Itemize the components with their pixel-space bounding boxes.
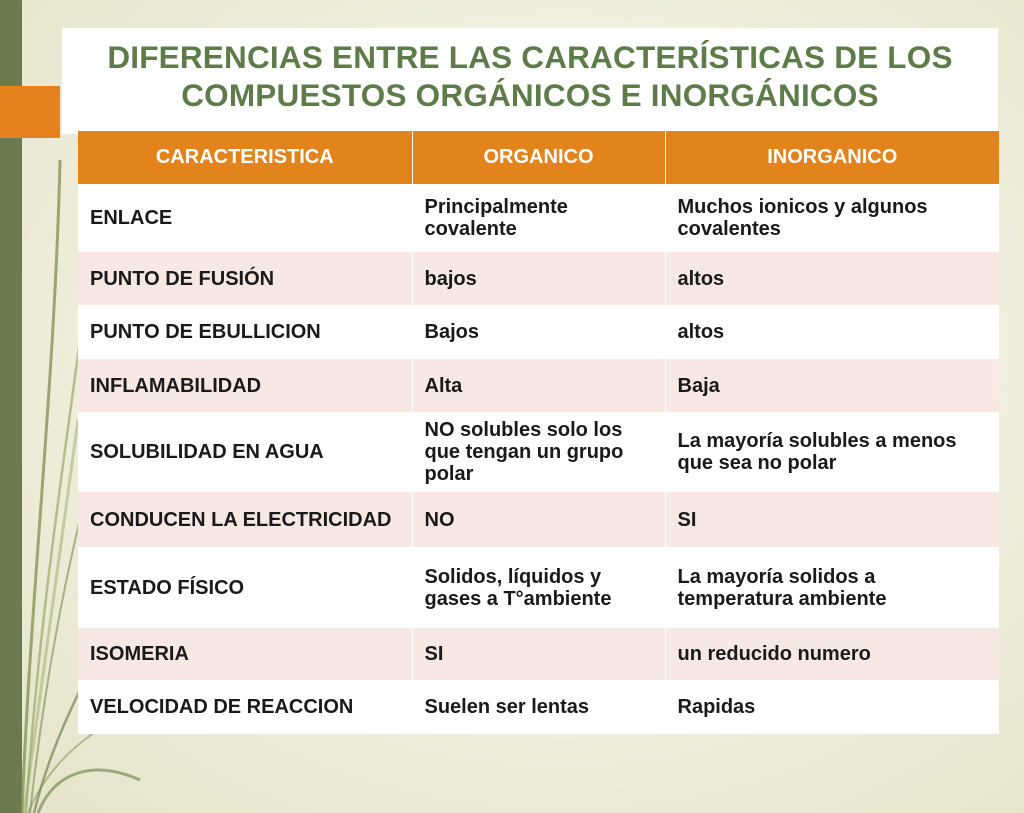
cell-property: INFLAMABILIDAD (78, 359, 412, 412)
cell-organico: Suelen ser lentas (412, 680, 665, 734)
title-line-2: COMPUESTOS ORGÁNICOS E INORGÁNICOS (181, 77, 879, 113)
cell-inorganico: La mayoría solidos a temperatura ambiente (665, 547, 999, 628)
table-row (78, 252, 999, 305)
comparison-table-container (78, 131, 999, 734)
cell-inorganico: un reducido numero (665, 628, 999, 680)
cell-organico: Solidos, líquidos y gases a T°ambiente (412, 547, 665, 628)
table-row (78, 359, 999, 412)
slide-title (62, 28, 998, 114)
cell-inorganico: altos (665, 305, 999, 359)
header-inorganico: INORGANICO (665, 131, 999, 184)
cell-organico: bajos (412, 252, 665, 305)
cell-property: SOLUBILIDAD EN AGUA (78, 412, 412, 492)
cell-property: CONDUCEN LA ELECTRICIDAD (78, 492, 412, 547)
title-line-1: DIFERENCIAS ENTRE LAS CARACTERÍSTICAS DE LOS (107, 39, 953, 75)
title-box (62, 28, 998, 134)
cell-inorganico: SI (665, 492, 999, 547)
cell-organico: Principalmente covalente (412, 184, 665, 252)
cell-property: PUNTO DE FUSIÓN (78, 252, 412, 305)
cell-property: VELOCIDAD DE REACCION (78, 680, 412, 734)
comparison-table (78, 131, 999, 734)
header-caracteristica: CARACTERISTICA (78, 131, 412, 184)
cell-organico: SI (412, 628, 665, 680)
cell-inorganico: La mayoría solubles a menos que sea no polar (665, 412, 999, 492)
table-row (78, 628, 999, 680)
table-header-row (78, 131, 999, 184)
table-row (78, 305, 999, 359)
table-row (78, 680, 999, 734)
cell-inorganico: altos (665, 252, 999, 305)
cell-property: ESTADO FÍSICO (78, 547, 412, 628)
table-row (78, 492, 999, 547)
cell-inorganico: Baja (665, 359, 999, 412)
cell-property: ISOMERIA (78, 628, 412, 680)
cell-inorganico: Muchos ionicos y algunos covalentes (665, 184, 999, 252)
header-organico: ORGANICO (412, 131, 665, 184)
table-row (78, 184, 999, 252)
cell-organico: NO (412, 492, 665, 547)
cell-organico: NO solubles solo los que tengan un grupo polar (412, 412, 665, 492)
table-row (78, 412, 999, 492)
cell-inorganico: Rapidas (665, 680, 999, 734)
cell-property: ENLACE (78, 184, 412, 252)
cell-property: PUNTO DE EBULLICION (78, 305, 412, 359)
cell-organico: Alta (412, 359, 665, 412)
cell-organico: Bajos (412, 305, 665, 359)
table-row (78, 547, 999, 628)
